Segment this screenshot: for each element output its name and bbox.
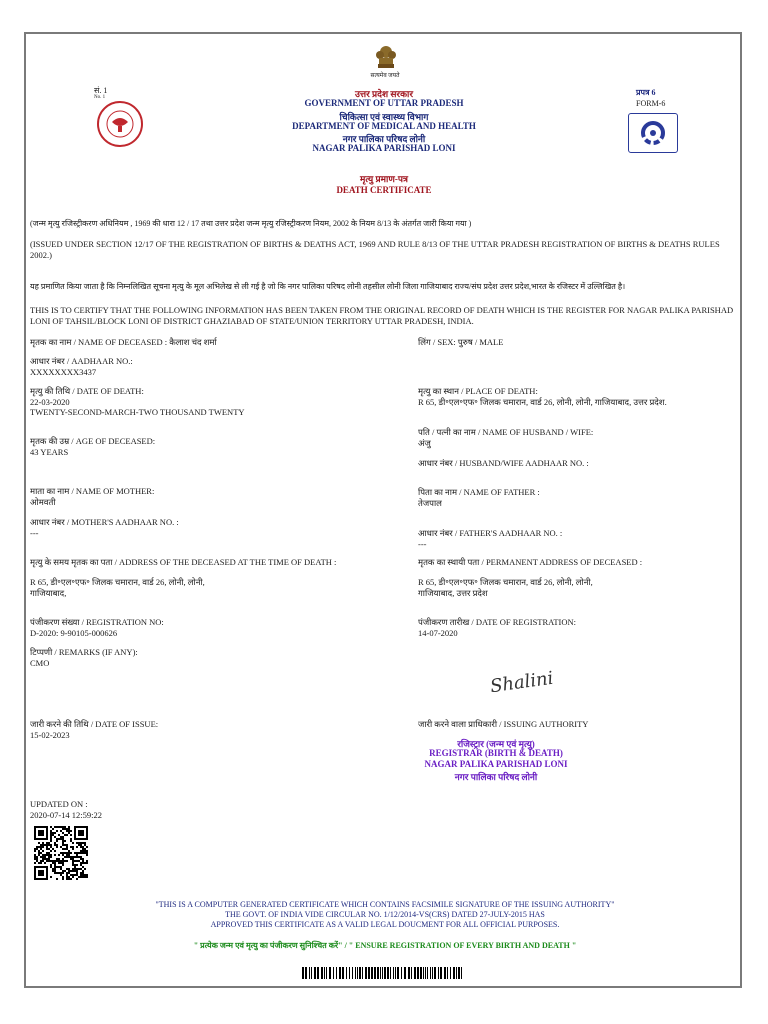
registration-no-value: D-2020: 9-90105-000626 (30, 628, 118, 638)
footer-line2: THE GOVT. OF INDIA VIDE CIRCULAR NO. 1/12/2014-VS(CRS) DATED 27-JULY-2015 HAS (225, 910, 545, 919)
serial-label: सं. 1 (94, 86, 108, 95)
footer-slogan: " प्रत्येक जन्म एवं मृत्यु का पंजीकरण सुनिश्चित करें" / " ENSURE REGISTRATION OF EVERY BIRTH AND DEATH " (193, 941, 577, 950)
serial-sub: No. 1 (94, 95, 106, 100)
dept-hi: चिकित्सा एवं स्वास्थ्य विभाग (339, 112, 429, 122)
qr-code (34, 826, 88, 880)
registration-date-label: पंजीकरण तारीख / DATE OF REGISTRATION: (418, 617, 577, 627)
sex: लिंग / SEX: पुरुष / MALE (418, 337, 504, 347)
signature: Shalini (488, 667, 555, 698)
dept-en: DEPARTMENT OF MEDICAL AND HEALTH (292, 121, 476, 131)
spouse-value: अंजु (418, 438, 431, 448)
mother-label: माता का नाम / NAME OF MOTHER: (30, 486, 155, 496)
title-en: DEATH CERTIFICATE (336, 185, 432, 195)
crs-logo (628, 113, 678, 153)
emblem-motto: सत्यमेव जयते (370, 73, 400, 79)
aadhaar-value: XXXXXXXX3437 (30, 367, 97, 377)
body-hi: नगर पालिका परिषद लोनी (342, 134, 426, 144)
emblem-icon (373, 42, 399, 70)
registrar-body-en: NAGAR PALIKA PARISHAD LONI (424, 759, 568, 769)
permanent-address-label: मृतक का स्थायी पता / PERMANENT ADDRESS OF DECEASED : (418, 557, 643, 567)
govt-en: GOVERNMENT OF UTTAR PRADESH (304, 98, 464, 108)
remarks-label: टिप्पणी / REMARKS (IF ANY): (30, 647, 138, 657)
issuing-authority-label: जारी करने वाला प्राधिकारी / ISSUING AUTHORITY (418, 719, 589, 729)
father-aadhaar-label: आधार नंबर / FATHER'S AADHAAR NO. : (418, 528, 563, 538)
footer-line1: "THIS IS A COMPUTER GENERATED CERTIFICATE WHICH CONTAINS FACSIMILE SIGNATURE OF THE ISSUING AUTHORITY" (155, 900, 615, 909)
father-aadhaar-value: --- (418, 539, 427, 549)
mother-aadhaar-label: आधार नंबर / MOTHER'S AADHAAR NO. : (30, 517, 179, 527)
seal-icon (92, 100, 148, 148)
mother-aadhaar-value: --- (30, 528, 39, 538)
issued-under-en: (ISSUED UNDER SECTION 12/17 OF THE REGISTRATION OF BIRTHS & DEATHS ACT, 1969 AND RULE 8/13 OF THE UTTAR PRADESH REGISTRATION OF BIRTHS & DEATHS RULES 2002.) (30, 239, 720, 260)
address-at-death-label: मृत्यु के समय मृतक का पता / ADDRESS OF THE DECEASED AT THE TIME OF DEATH : (30, 557, 337, 567)
remarks-value: CMO (30, 658, 50, 668)
updated-label: UPDATED ON : (30, 799, 88, 809)
aadhaar-label: आधार नंबर / AADHAAR NO.: (30, 356, 133, 366)
registration-no-label: पंजीकरण संख्या / REGISTRATION NO: (30, 617, 164, 627)
date-of-death-value: 22-03-2020 (30, 397, 70, 407)
certify-hi: यह प्रमाणित किया जाता है कि निम्नलिखित सूचना मृत्यु के मूल अभिलेख से ली गई है जो कि नगर पालिका परिषद लोनी तहसील लोनी जिला गाजियाबाद राज्य/संघ प्रदेश उत्तर प्रदेश,भारत के रजिस्टर में उल्लिखित है। (30, 282, 626, 291)
address-at-death-value: R 65, डी॰एल॰एफ॰ जिलक चमारान, वार्ड 26, लोनी, लोनी, गाजियाबाद, (30, 577, 205, 598)
issued-under-hi: (जन्म मृत्यु रजिस्ट्रीकरण अधिनियम , 1969 की धारा 12 / 17 तथा उत्तर प्रदेश जन्म मृत्यु रजिस्ट्रीकरण नियम, 2002 के नियम 8/13 के अंतर्गत जारी किया गया ) (30, 219, 472, 228)
father-value: तेजपाल (418, 498, 442, 508)
title-hi: मृत्यु प्रमाण-पत्र (360, 174, 408, 184)
body-en: NAGAR PALIKA PARISHAD LONI (312, 143, 456, 153)
footer-line3: APPROVED THIS CERTIFICATE AS A VALID LEGAL DOUCMENT FOR ALL OFFICIAL PURPOSES. (210, 920, 560, 929)
registrar-en: REGISTRAR (BIRTH & DEATH) (429, 748, 563, 758)
crs-logo-icon (629, 114, 677, 152)
date-of-issue-label: जारी करने की तिथि / DATE OF ISSUE: (30, 719, 159, 729)
permanent-address-value: R 65, डी॰एल॰एफ॰ जिलक चमारान, वार्ड 26, लोनी, लोनी, गाजियाबाद, उत्तर प्रदेश (418, 577, 593, 598)
registration-date-value: 14-07-2020 (418, 628, 458, 638)
spouse-label: पति / पत्नी का नाम / NAME OF HUSBAND / WIFE: (418, 427, 594, 437)
registrar-hi: रजिस्ट्रार (जन्म एवं मृत्यु) (457, 739, 535, 749)
registrar-body-hi: नगर पालिका परिषद लोनी (454, 772, 538, 782)
father-label: पिता का नाम / NAME OF FATHER : (418, 487, 540, 497)
name-of-deceased: मृतक का नाम / NAME OF DECEASED : कैलाश चंद शर्मा (30, 337, 217, 347)
date-of-issue-value: 15-02-2023 (30, 730, 70, 740)
date-of-death-words: TWENTY-SECOND-MARCH-TWO THOUSAND TWENTY (30, 407, 245, 417)
up-govt-seal (92, 100, 148, 148)
form-label-en: FORM-6 (636, 99, 666, 108)
age-value: 43 YEARS (30, 447, 69, 457)
date-of-death-label: मृत्यु की तिथि / DATE OF DEATH: (30, 386, 144, 396)
updated-value: 2020-07-14 12:59:22 (30, 810, 103, 820)
place-of-death-value: R 65, डी॰एल॰एफ॰ जिलक चमारान, वार्ड 26, लोनी, लोनी, गाजियाबाद, उत्तर प्रदेश. (418, 397, 667, 407)
mother-value: ओमवती (30, 497, 56, 507)
qr-code-icon (34, 826, 88, 880)
form-label-hi: प्रपत्र 6 (636, 88, 656, 97)
place-of-death-label: मृत्यु का स्थान / PLACE OF DEATH: (418, 386, 538, 396)
barcode-icon (302, 967, 466, 979)
govt-hi: उत्तर प्रदेश सरकार (354, 89, 414, 99)
barcode (302, 966, 466, 978)
age-label: मृतक की उम्र / AGE OF DECEASED: (30, 436, 156, 446)
certify-en: THIS IS TO CERTIFY THAT THE FOLLOWING INFORMATION HAS BEEN TAKEN FROM THE ORIGINAL RECORD OF DEATH WHICH IS THE REGISTER FOR NAGAR PALIKA PARISHAD LONI OF TAHSIL/BLOCK LONI OF DISTRICT GHAZIABAD OF STATE/UNION TERRITORY UTTAR PRADESH, INDIA. (30, 305, 734, 326)
spouse-aadhaar-label: आधार नंबर / HUSBAND/WIFE AADHAAR NO. : (418, 458, 589, 468)
